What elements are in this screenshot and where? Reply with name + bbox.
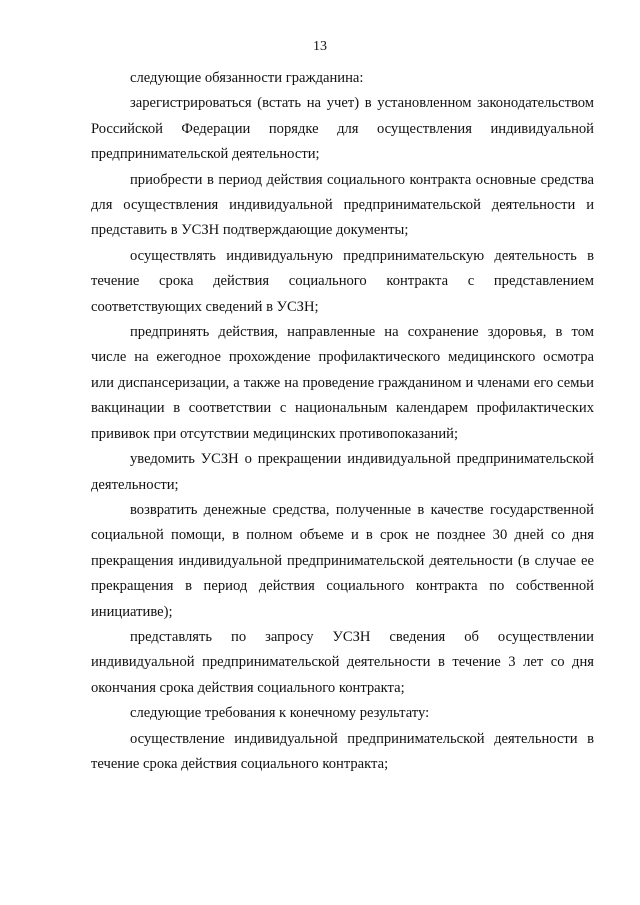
paragraph-conduct-business: осуществлять индивидуальную предпринимательскую деятельность в течение срока действия социального контракта с представлением соответствующих сведений в УСЗН; [91,247,594,315]
paragraph-notify-termination: уведомить УСЗН о прекращении индивидуальной предпринимательской деятельности; [91,451,594,493]
paragraph-provide-info: представлять по запросу УСЗН сведения об осуществлении индивидуальной предпринимательской деятельности в течение 3 лет со дня окончания срока действия социального контракта; [91,628,594,696]
paragraph-result-business: осуществление индивидуальной предпринимательской деятельности в течение срока действия социального контракта; [91,730,594,772]
document-body [91,66,594,777]
paragraph-acquire-assets: приобрести в период действия социального контракта основные средства для осуществления индивидуальной предпринимательской деятельности и представить в УСЗН подтверждающие документы; [91,171,594,239]
paragraph-result-requirements-intro: следующие требования к конечному результату: [130,705,430,722]
paragraph-obligations-intro: следующие обязанности гражданина: [130,70,364,86]
paragraph-health-actions: предпринять действия, направленные на сохранение здоровья, в том числе на ежегодное прохождение профилактического медицинского осмотра или диспансеризации, а также на проведение гражданином и членами его семьи вакцинации в соответствии с национальным календарем профилактических прививок при отсутствии медицинских противопоказаний; [91,324,594,442]
paragraph-return-funds: возвратить денежные средства, полученные в качестве государственной социальной помощи, в полном объеме и в срок не позднее 30 дней со дня прекращения индивидуальной предпринимательской деятельности (в случае ее прекращения в период действия социального контракта по собственной инициативе); [91,501,594,620]
paragraph-register: зарегистрироваться (встать на учет) в установленном законодательством Российской Федерации порядке для осуществления индивидуальной предпринимательской деятельности; [91,95,594,163]
page-number: 13 [313,39,327,54]
